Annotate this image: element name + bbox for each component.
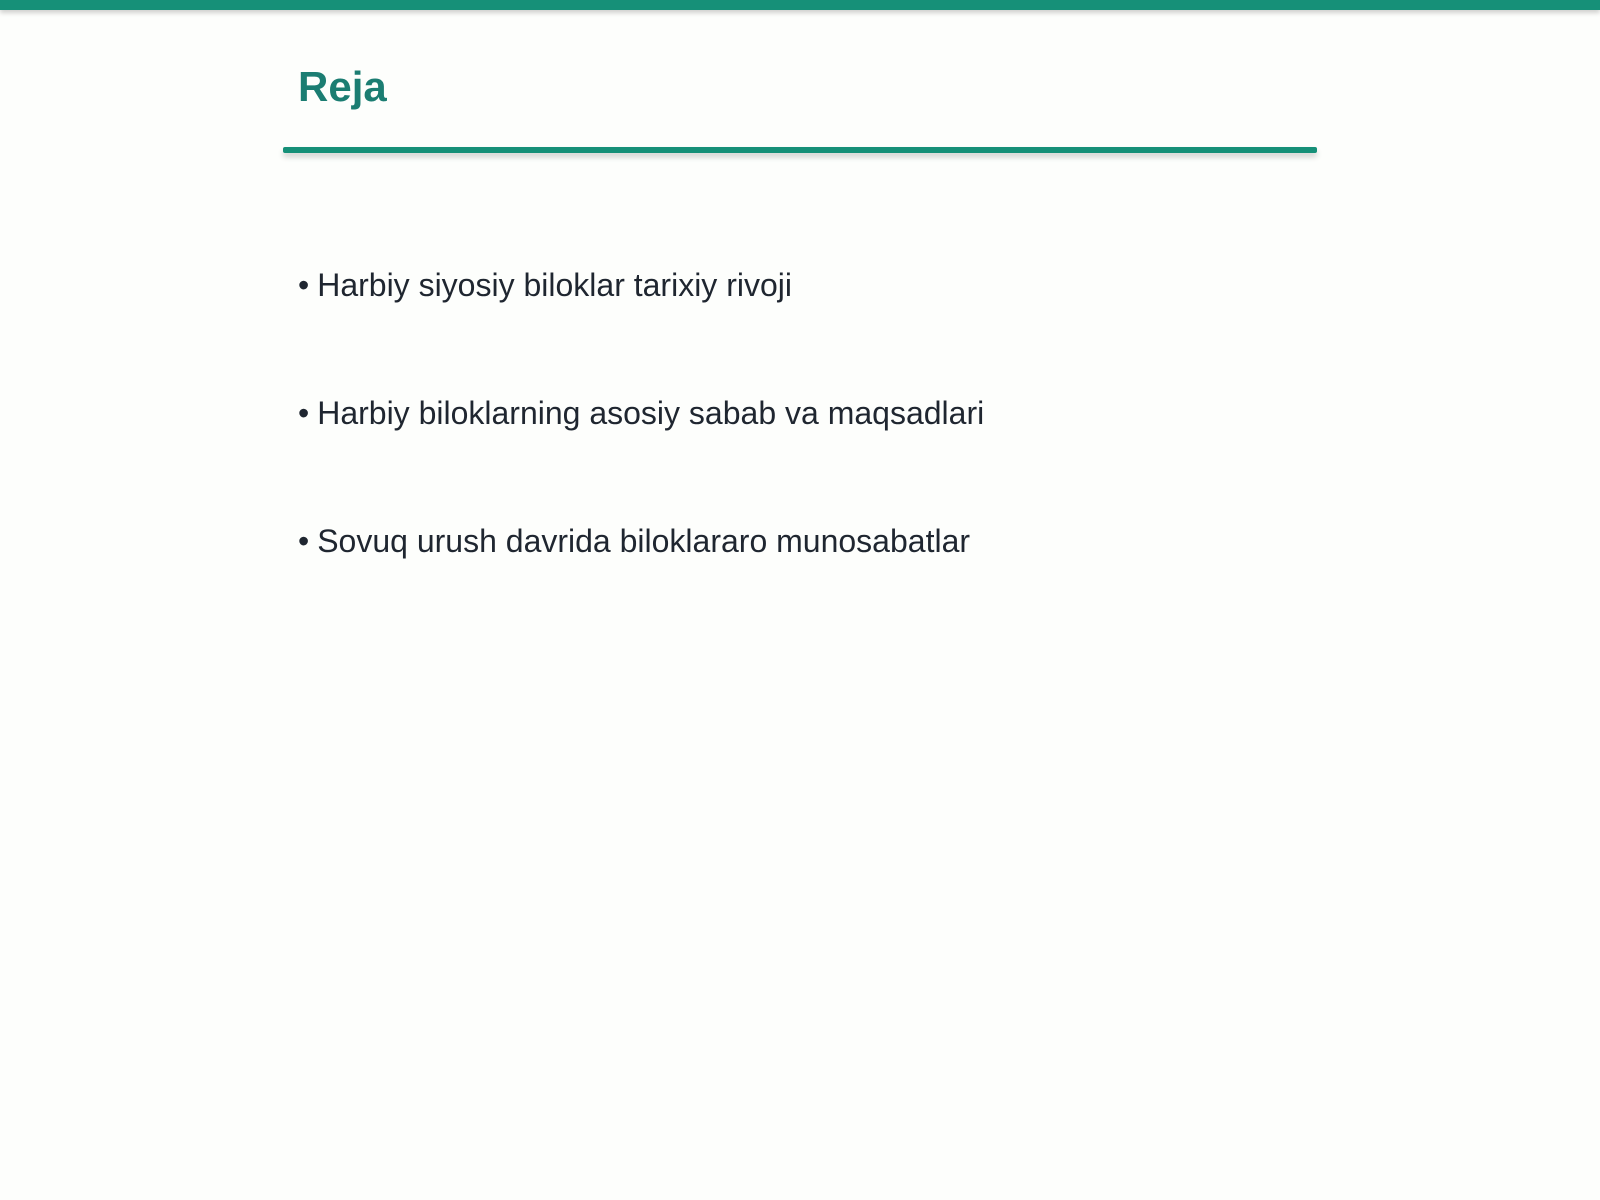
bullet-list (298, 262, 984, 646)
slide-title: Reja (298, 63, 387, 110)
bullet-text: Harbiy siyosiy biloklar tarixiy rivoji (317, 267, 792, 303)
list-item (298, 390, 984, 518)
bullet-icon: • (298, 267, 310, 303)
title-underline (283, 147, 1317, 153)
bullet-icon: • (298, 523, 310, 559)
list-item (298, 518, 984, 646)
bullet-icon: • (298, 395, 310, 431)
bullet-text: Sovuq urush davrida biloklararo munosabatlar (317, 523, 971, 559)
bullet-text: Harbiy biloklarning asosiy sabab va maqsadlari (317, 395, 985, 431)
top-accent-bar (0, 0, 1600, 10)
list-item (298, 262, 984, 390)
